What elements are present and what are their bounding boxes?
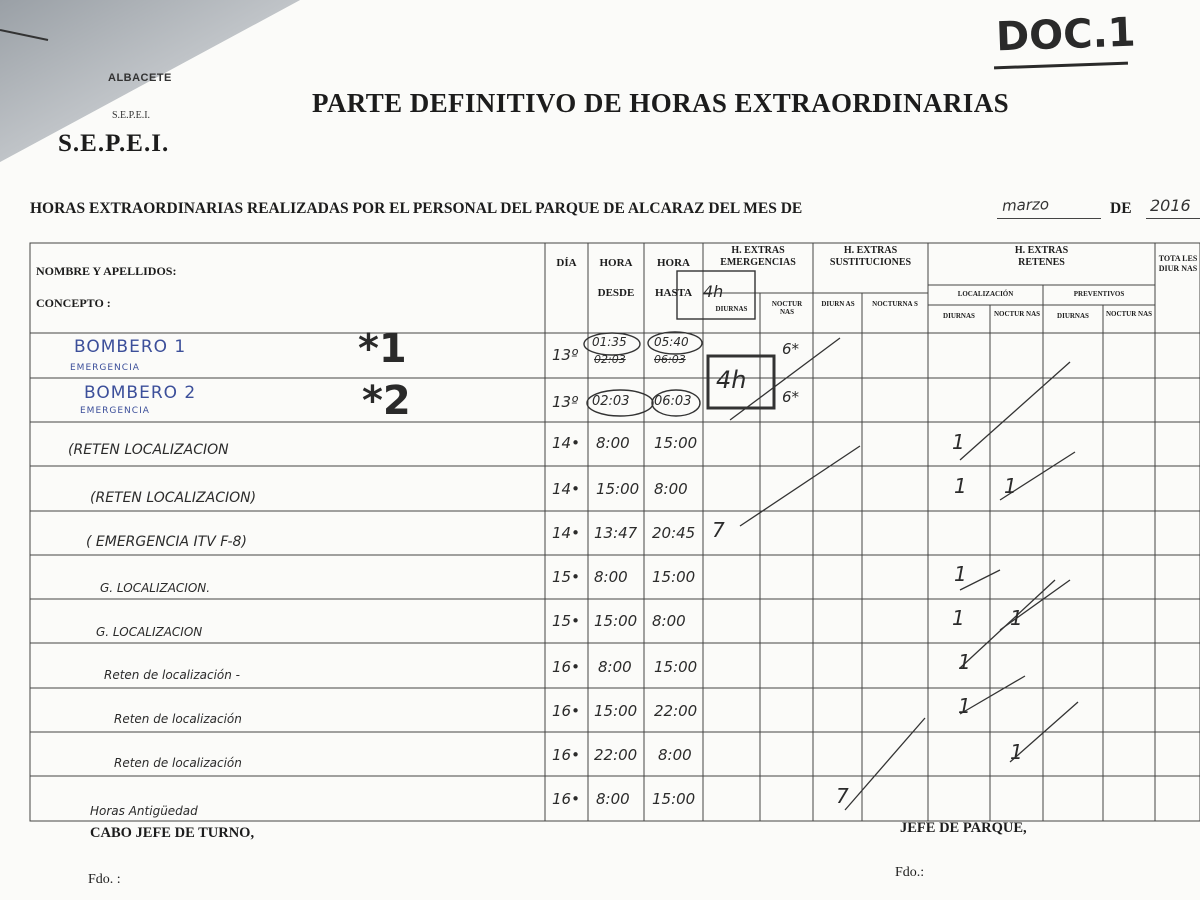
header-prev-diurnas: DIURNAS bbox=[1057, 312, 1089, 320]
row9-dia: 16• bbox=[552, 702, 580, 720]
header-extras-sustituciones-1: H. EXTRAS bbox=[843, 245, 898, 256]
header-extras-emergencias-1: H. EXTRAS bbox=[731, 245, 785, 256]
row6-concept: G. LOCALIZACION. bbox=[100, 581, 211, 595]
subtitle: HORAS EXTRAORDINARIAS REALIZADAS POR EL PERSONAL DEL PARQUE DE ALCARAZ DEL MES DE bbox=[30, 200, 803, 217]
header-concepto: CONCEPTO : bbox=[36, 296, 111, 310]
row1-hasta-2: 06:03 bbox=[654, 353, 686, 366]
row9-concept: Reten de localización bbox=[114, 712, 242, 726]
row10-dia: 16• bbox=[552, 746, 580, 764]
row11-hasta: 15:00 bbox=[652, 790, 696, 808]
header-preventivos: PREVENTIVOS bbox=[1073, 290, 1125, 298]
row11-sust-diurnas: 7 bbox=[836, 784, 849, 808]
row7-desde: 15:00 bbox=[594, 612, 638, 630]
row4-loc-nocturnas: 1 bbox=[1004, 474, 1017, 498]
row1-emerg-diurnas: 4h bbox=[703, 282, 724, 301]
row4-hasta: 8:00 bbox=[654, 480, 688, 498]
row5-desde: 13:47 bbox=[594, 524, 638, 542]
row6-desde: 8:00 bbox=[594, 568, 628, 586]
row3-loc-diurnas: 1 bbox=[952, 430, 965, 454]
row5-dia: 14• bbox=[552, 524, 580, 542]
page-title: PARTE DEFINITIVO DE HORAS EXTRAORDINARIAS bbox=[312, 88, 1010, 118]
row5-hasta: 20:45 bbox=[652, 524, 696, 542]
row3-concept: (RETEN LOCALIZACION bbox=[68, 442, 229, 458]
row7-loc-diurnas: 1 bbox=[952, 606, 965, 630]
row7-hasta: 8:00 bbox=[652, 612, 686, 630]
row8-dia: 16• bbox=[552, 658, 580, 676]
row5-concept: ( EMERGENCIA ITV F-8) bbox=[86, 534, 247, 550]
row6-hasta: 15:00 bbox=[652, 568, 696, 586]
row3-hasta: 15:00 bbox=[654, 434, 698, 452]
header-loc-nocturnas: NOCTUR NAS bbox=[993, 310, 1041, 318]
header-hora-hasta: HORA bbox=[657, 257, 690, 269]
year-value: 2016 bbox=[1150, 196, 1191, 215]
footer-fdo-right: Fdo.: bbox=[895, 865, 925, 880]
row2-emerg-diurnas: 4h bbox=[716, 366, 747, 394]
header-hora-desde: HORA bbox=[599, 257, 633, 269]
header-prev-nocturnas: NOCTUR NAS bbox=[1105, 310, 1153, 318]
footer-fdo-left: Fdo. : bbox=[88, 872, 121, 887]
row1-dia: 13º bbox=[552, 346, 579, 364]
sepei-small-label: S.E.P.E.I. bbox=[112, 110, 151, 121]
row1-concept-sub: EMERGENCIA bbox=[70, 363, 140, 373]
footer-cabo-jefe: CABO JEFE DE TURNO, bbox=[90, 825, 255, 841]
row9-desde: 15:00 bbox=[594, 702, 638, 720]
row7-loc-nocturnas: 1 bbox=[1010, 606, 1023, 630]
header-desde: DESDE bbox=[597, 287, 635, 299]
header-extras-emergencias-2: EMERGENCIAS bbox=[720, 257, 796, 268]
header-extras-retenes-1: H. EXTRAS bbox=[1014, 245, 1069, 256]
row6-dia: 15• bbox=[552, 568, 580, 586]
row4-desde: 15:00 bbox=[596, 480, 640, 498]
row1-concept: BOMBERO 1 bbox=[74, 337, 187, 357]
row1-hasta: 05:40 bbox=[654, 335, 689, 349]
row4-concept: (RETEN LOCALIZACION) bbox=[90, 490, 257, 506]
header-sust-diurnas: DIURN AS bbox=[821, 300, 855, 308]
row9-loc-diurnas: 1 bbox=[958, 694, 971, 718]
row6-loc-diurnas: 1 bbox=[954, 562, 967, 586]
org-name: ALBACETE bbox=[108, 72, 172, 84]
header-totales: TOTA LES DIUR NAS bbox=[1158, 254, 1198, 273]
header-dia: DÍA bbox=[556, 257, 577, 269]
row2-hasta: 06:03 bbox=[654, 394, 692, 409]
header-nombre: NOMBRE Y APELLIDOS: bbox=[36, 264, 177, 278]
row7-concept: G. LOCALIZACION bbox=[96, 625, 203, 639]
row8-desde: 8:00 bbox=[598, 658, 632, 676]
row3-dia: 14• bbox=[552, 434, 580, 452]
row1-desde-2: 02:03 bbox=[594, 353, 626, 366]
row2-mark: *2 bbox=[362, 378, 411, 424]
row11-concept: Horas Antigüedad bbox=[90, 804, 198, 818]
header-emerg-nocturnas: NOCTUR NAS bbox=[771, 300, 803, 316]
footer-jefe-parque: JEFE DE PARQUE, bbox=[900, 820, 1027, 836]
header-sust-nocturnas: NOCTURNA S bbox=[872, 300, 918, 308]
row5-emerg-diurnas: 7 bbox=[712, 518, 725, 542]
row11-dia: 16• bbox=[552, 790, 580, 808]
header-localizacion: LOCALIZACIÓN bbox=[957, 290, 1014, 298]
row1-mark: *1 bbox=[358, 326, 407, 372]
row2-desde: 02:03 bbox=[592, 394, 630, 409]
row8-hasta: 15:00 bbox=[654, 658, 698, 676]
row2-dia: 13º bbox=[552, 393, 579, 411]
row2-concept: BOMBERO 2 bbox=[84, 383, 197, 403]
row3-desde: 8:00 bbox=[596, 434, 630, 452]
header-extras-retenes-2: RETENES bbox=[1018, 257, 1065, 268]
header-loc-diurnas: DIURNAS bbox=[943, 312, 975, 320]
doc-label: DOC.1 bbox=[995, 9, 1137, 61]
row10-desde: 22:00 bbox=[594, 746, 638, 764]
row10-hasta: 8:00 bbox=[658, 746, 692, 764]
year-label: DE bbox=[1110, 200, 1132, 217]
header-hasta: HASTA bbox=[654, 287, 693, 299]
row10-loc-nocturnas: 1 bbox=[1010, 740, 1023, 764]
header-extras-sustituciones-2: SUSTITUCIONES bbox=[829, 257, 912, 268]
row8-loc-diurnas: 1 bbox=[958, 650, 971, 674]
month-value: marzo bbox=[1001, 195, 1050, 215]
row7-dia: 15• bbox=[552, 612, 580, 630]
row11-desde: 8:00 bbox=[596, 790, 630, 808]
row10-concept: Reten de localización bbox=[114, 756, 242, 770]
row2-concept-sub: EMERGENCIA bbox=[80, 406, 150, 416]
row9-hasta: 22:00 bbox=[654, 702, 698, 720]
row8-concept: Reten de localización - bbox=[104, 668, 241, 682]
row1-emerg-nocturnas: 6* bbox=[782, 340, 800, 358]
row1-desde: 01:35 bbox=[592, 335, 627, 349]
sepei-label: S.E.P.E.I. bbox=[58, 130, 170, 157]
row2-emerg-nocturnas: 6* bbox=[782, 388, 800, 406]
header-emerg-diurnas: DIURNAS bbox=[715, 305, 748, 313]
row4-loc-diurnas: 1 bbox=[954, 474, 967, 498]
row4-dia: 14• bbox=[552, 480, 580, 498]
